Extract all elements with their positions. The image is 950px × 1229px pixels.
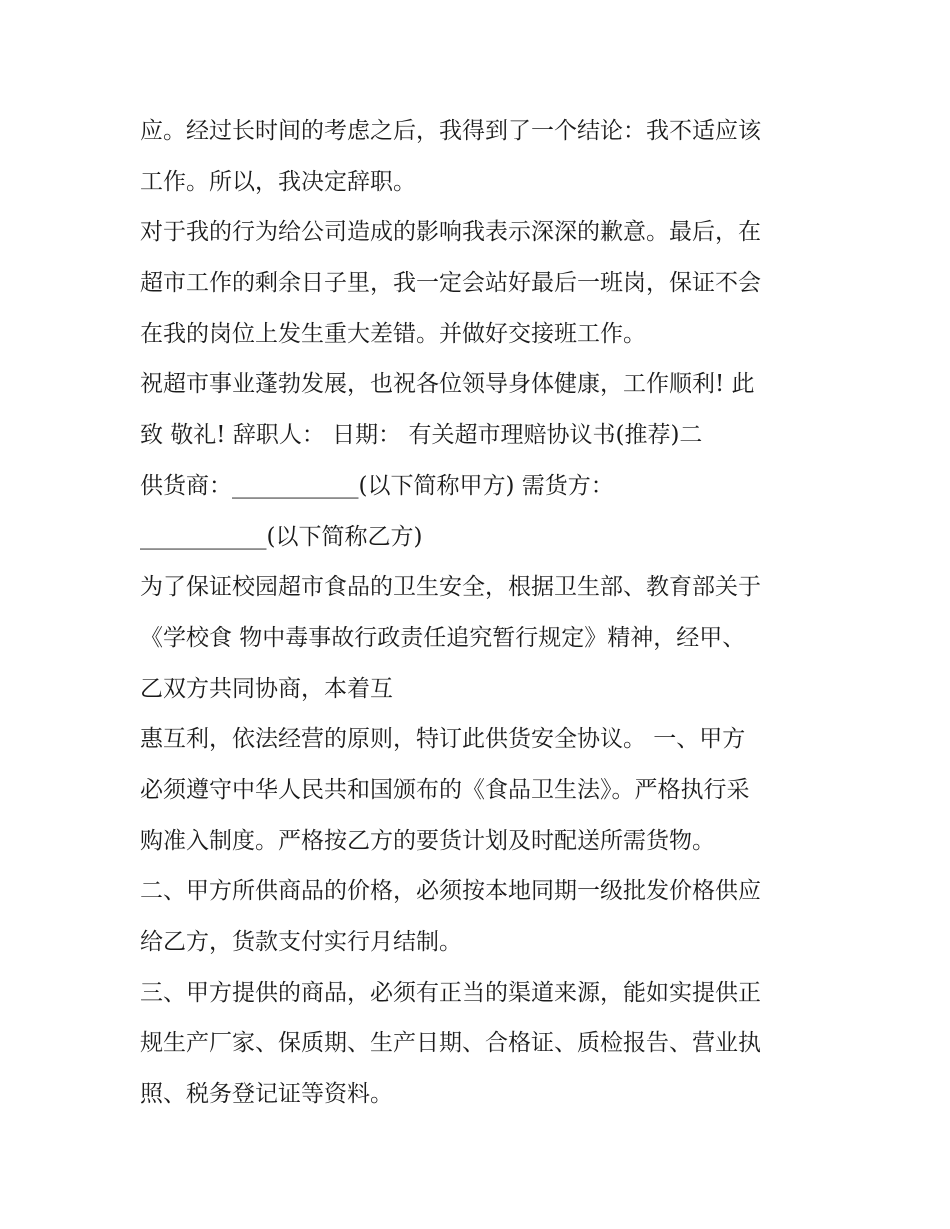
text-line: 供货商：___________(以下简称甲方) 需货方：	[140, 472, 614, 499]
text-line: 对于我的行为给公司造成的影响我表示深深的歉意。最后，在	[140, 219, 761, 246]
text-line: 致 敬礼! 辞职人： 日期： 有关超市理赔协议书(推荐)二	[140, 422, 703, 449]
text-line: 乙双方共同协商，本着互	[140, 675, 393, 702]
text-line: 惠互利，依法经营的原则，特订此供货安全协议。 一、甲方	[140, 726, 746, 753]
text-line: 照、税务登记证等资料。	[140, 1081, 393, 1108]
text-line: 必须遵守中华人民共和国颁布的《食品卫生法》。严格执行采	[140, 776, 750, 803]
text-line: 二、甲方所供商品的价格，必须按本地同期一级批发价格供应	[140, 878, 761, 905]
document-body	[140, 106, 820, 1120]
text-line: 给乙方，货款支付实行月结制。	[140, 929, 462, 955]
text-line: 工作。所以，我决定辞职。	[140, 168, 416, 195]
text-line: 购准入制度。严格按乙方的要货计划及时配送所需货物。	[140, 827, 715, 854]
text-line: 三、甲方提供的商品，必须有正当的渠道来源，能如实提供正	[140, 979, 761, 1006]
text-line: 超市工作的剩余日子里，我一定会站好最后一班岗，保证不会	[140, 270, 761, 297]
text-line: ___________(以下简称乙方)	[140, 523, 423, 550]
text-line: 《学校食 物中毒事故行政责任追究暂行规定》精神，经甲、	[140, 624, 746, 651]
text-line: 在我的岗位上发生重大差错。并做好交接班工作。	[140, 320, 646, 347]
text-line: 为了保证校园超市食品的卫生安全，根据卫生部、教育部关于	[140, 574, 761, 601]
text-line: 应。经过长时间的考虑之后，我得到了一个结论：我不适应该	[140, 118, 761, 144]
text-line: 祝超市事业蓬勃发展，也祝各位领导身体健康，工作顺利! 此	[140, 371, 755, 398]
text-line: 规生产厂家、保质期、生产日期、合格证、质检报告、营业执	[140, 1030, 761, 1057]
